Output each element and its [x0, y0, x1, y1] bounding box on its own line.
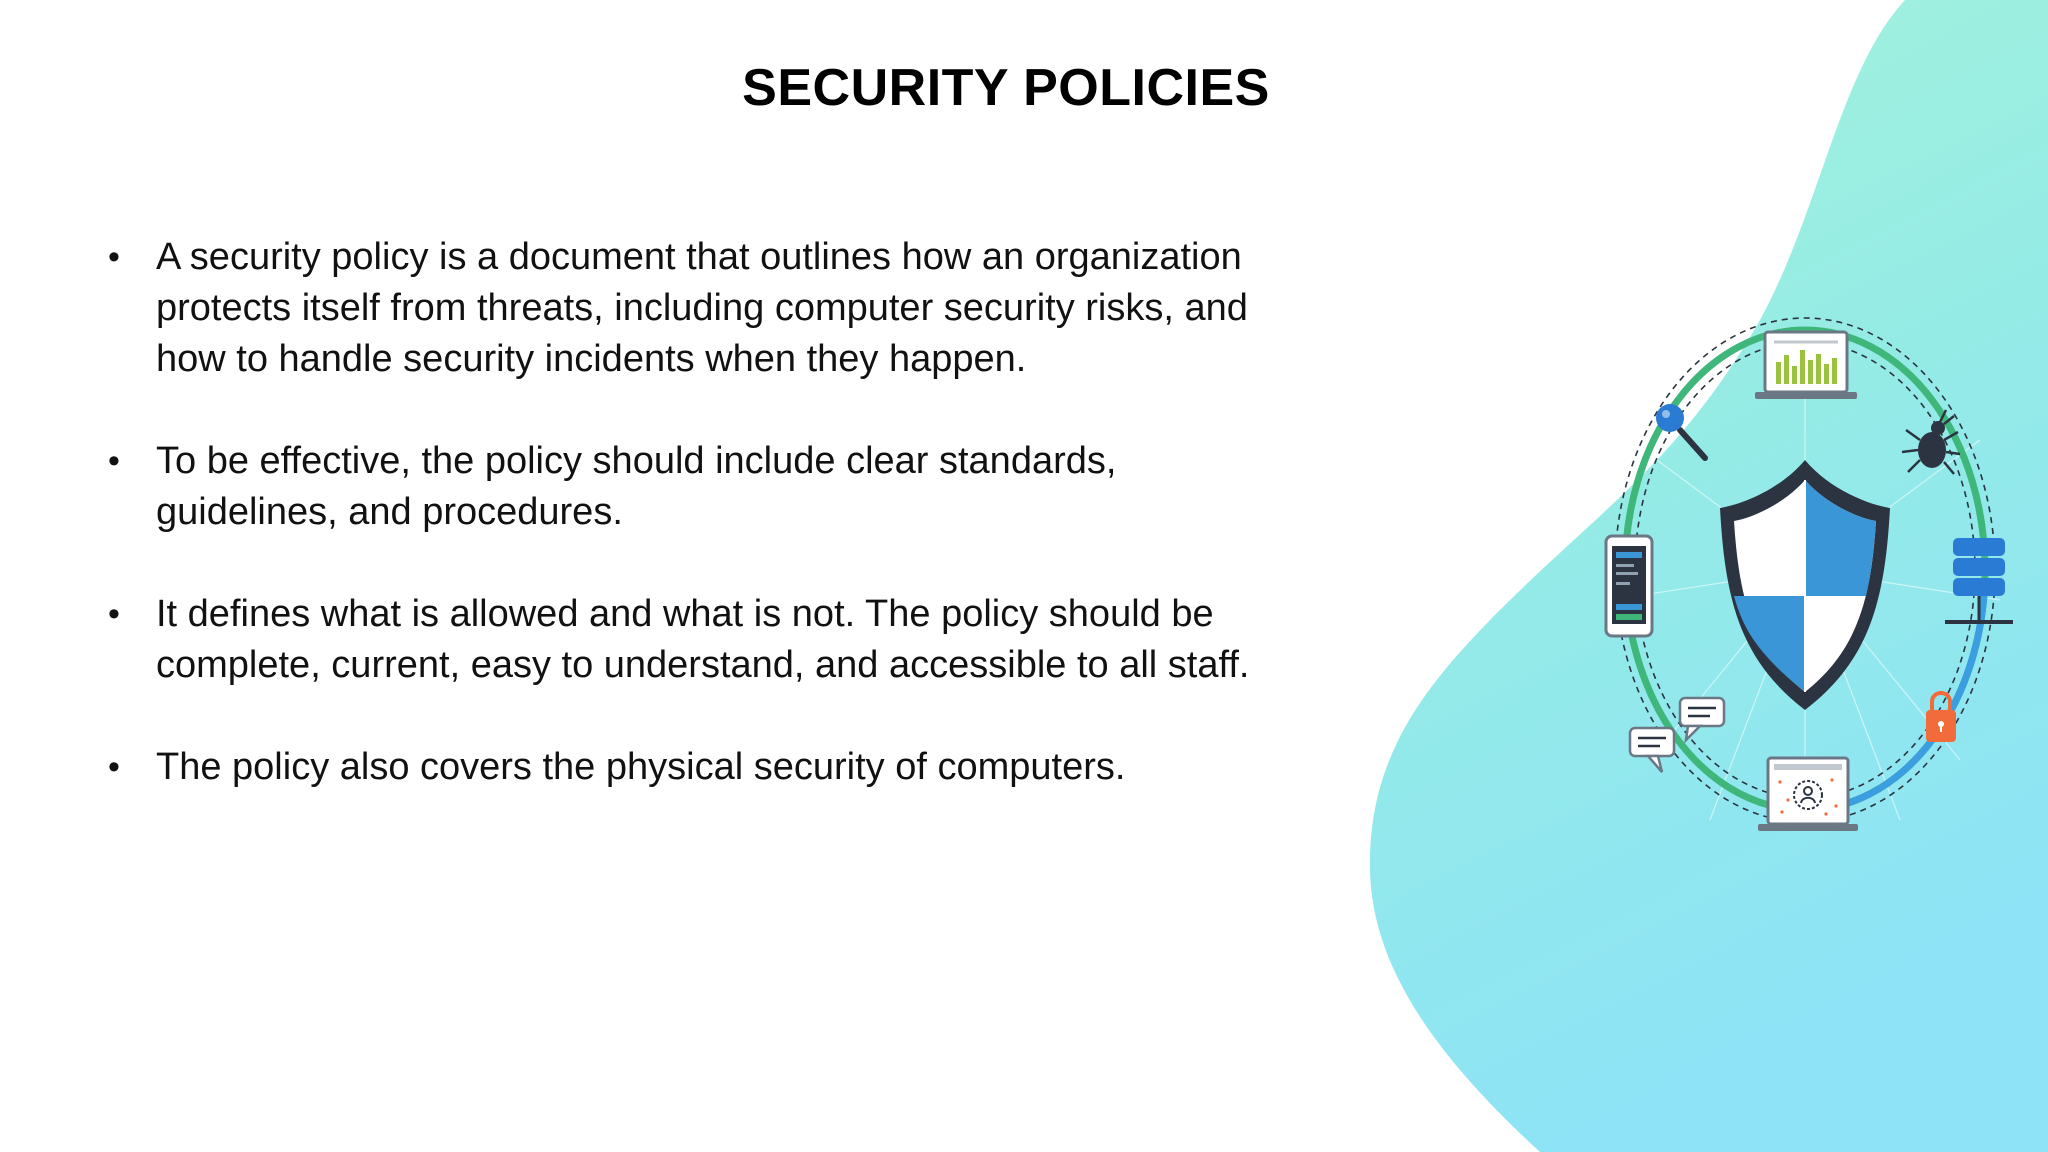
bullet-text: To be effective, the policy should include clear standards, guidelines, and procedures. — [156, 440, 1117, 533]
phone-icon — [1606, 536, 1652, 636]
bullet-marker: • — [108, 595, 120, 633]
bullet-marker: • — [108, 238, 120, 276]
laptop-user-icon — [1758, 758, 1858, 831]
security-illustration — [1540, 300, 2020, 860]
bullet-marker: • — [108, 748, 120, 786]
key-icon — [1656, 404, 1705, 458]
bullet-text: The policy also covers the physical security of computers. — [156, 746, 1126, 788]
server-icon — [1945, 538, 2013, 622]
lock-icon — [1926, 693, 1956, 742]
shield-icon — [1720, 460, 1890, 710]
list-item — [108, 742, 1258, 793]
bullet-marker: • — [108, 442, 120, 480]
laptop-chart-icon — [1755, 332, 1857, 399]
bullet-list — [108, 232, 1258, 844]
list-item — [108, 232, 1258, 385]
list-item — [108, 589, 1258, 691]
page-title: SECURITY POLICIES — [742, 59, 1270, 117]
list-item — [108, 436, 1258, 538]
bullet-text: A security policy is a document that outlines how an organization protects itself from threats, including computer security risks, and how to handle security incidents when they happen. — [156, 236, 1248, 380]
bug-icon — [1902, 410, 1960, 474]
bullet-text: It defines what is allowed and what is not. The policy should be complete, current, easy to understand, and accessible to all staff. — [156, 593, 1250, 686]
